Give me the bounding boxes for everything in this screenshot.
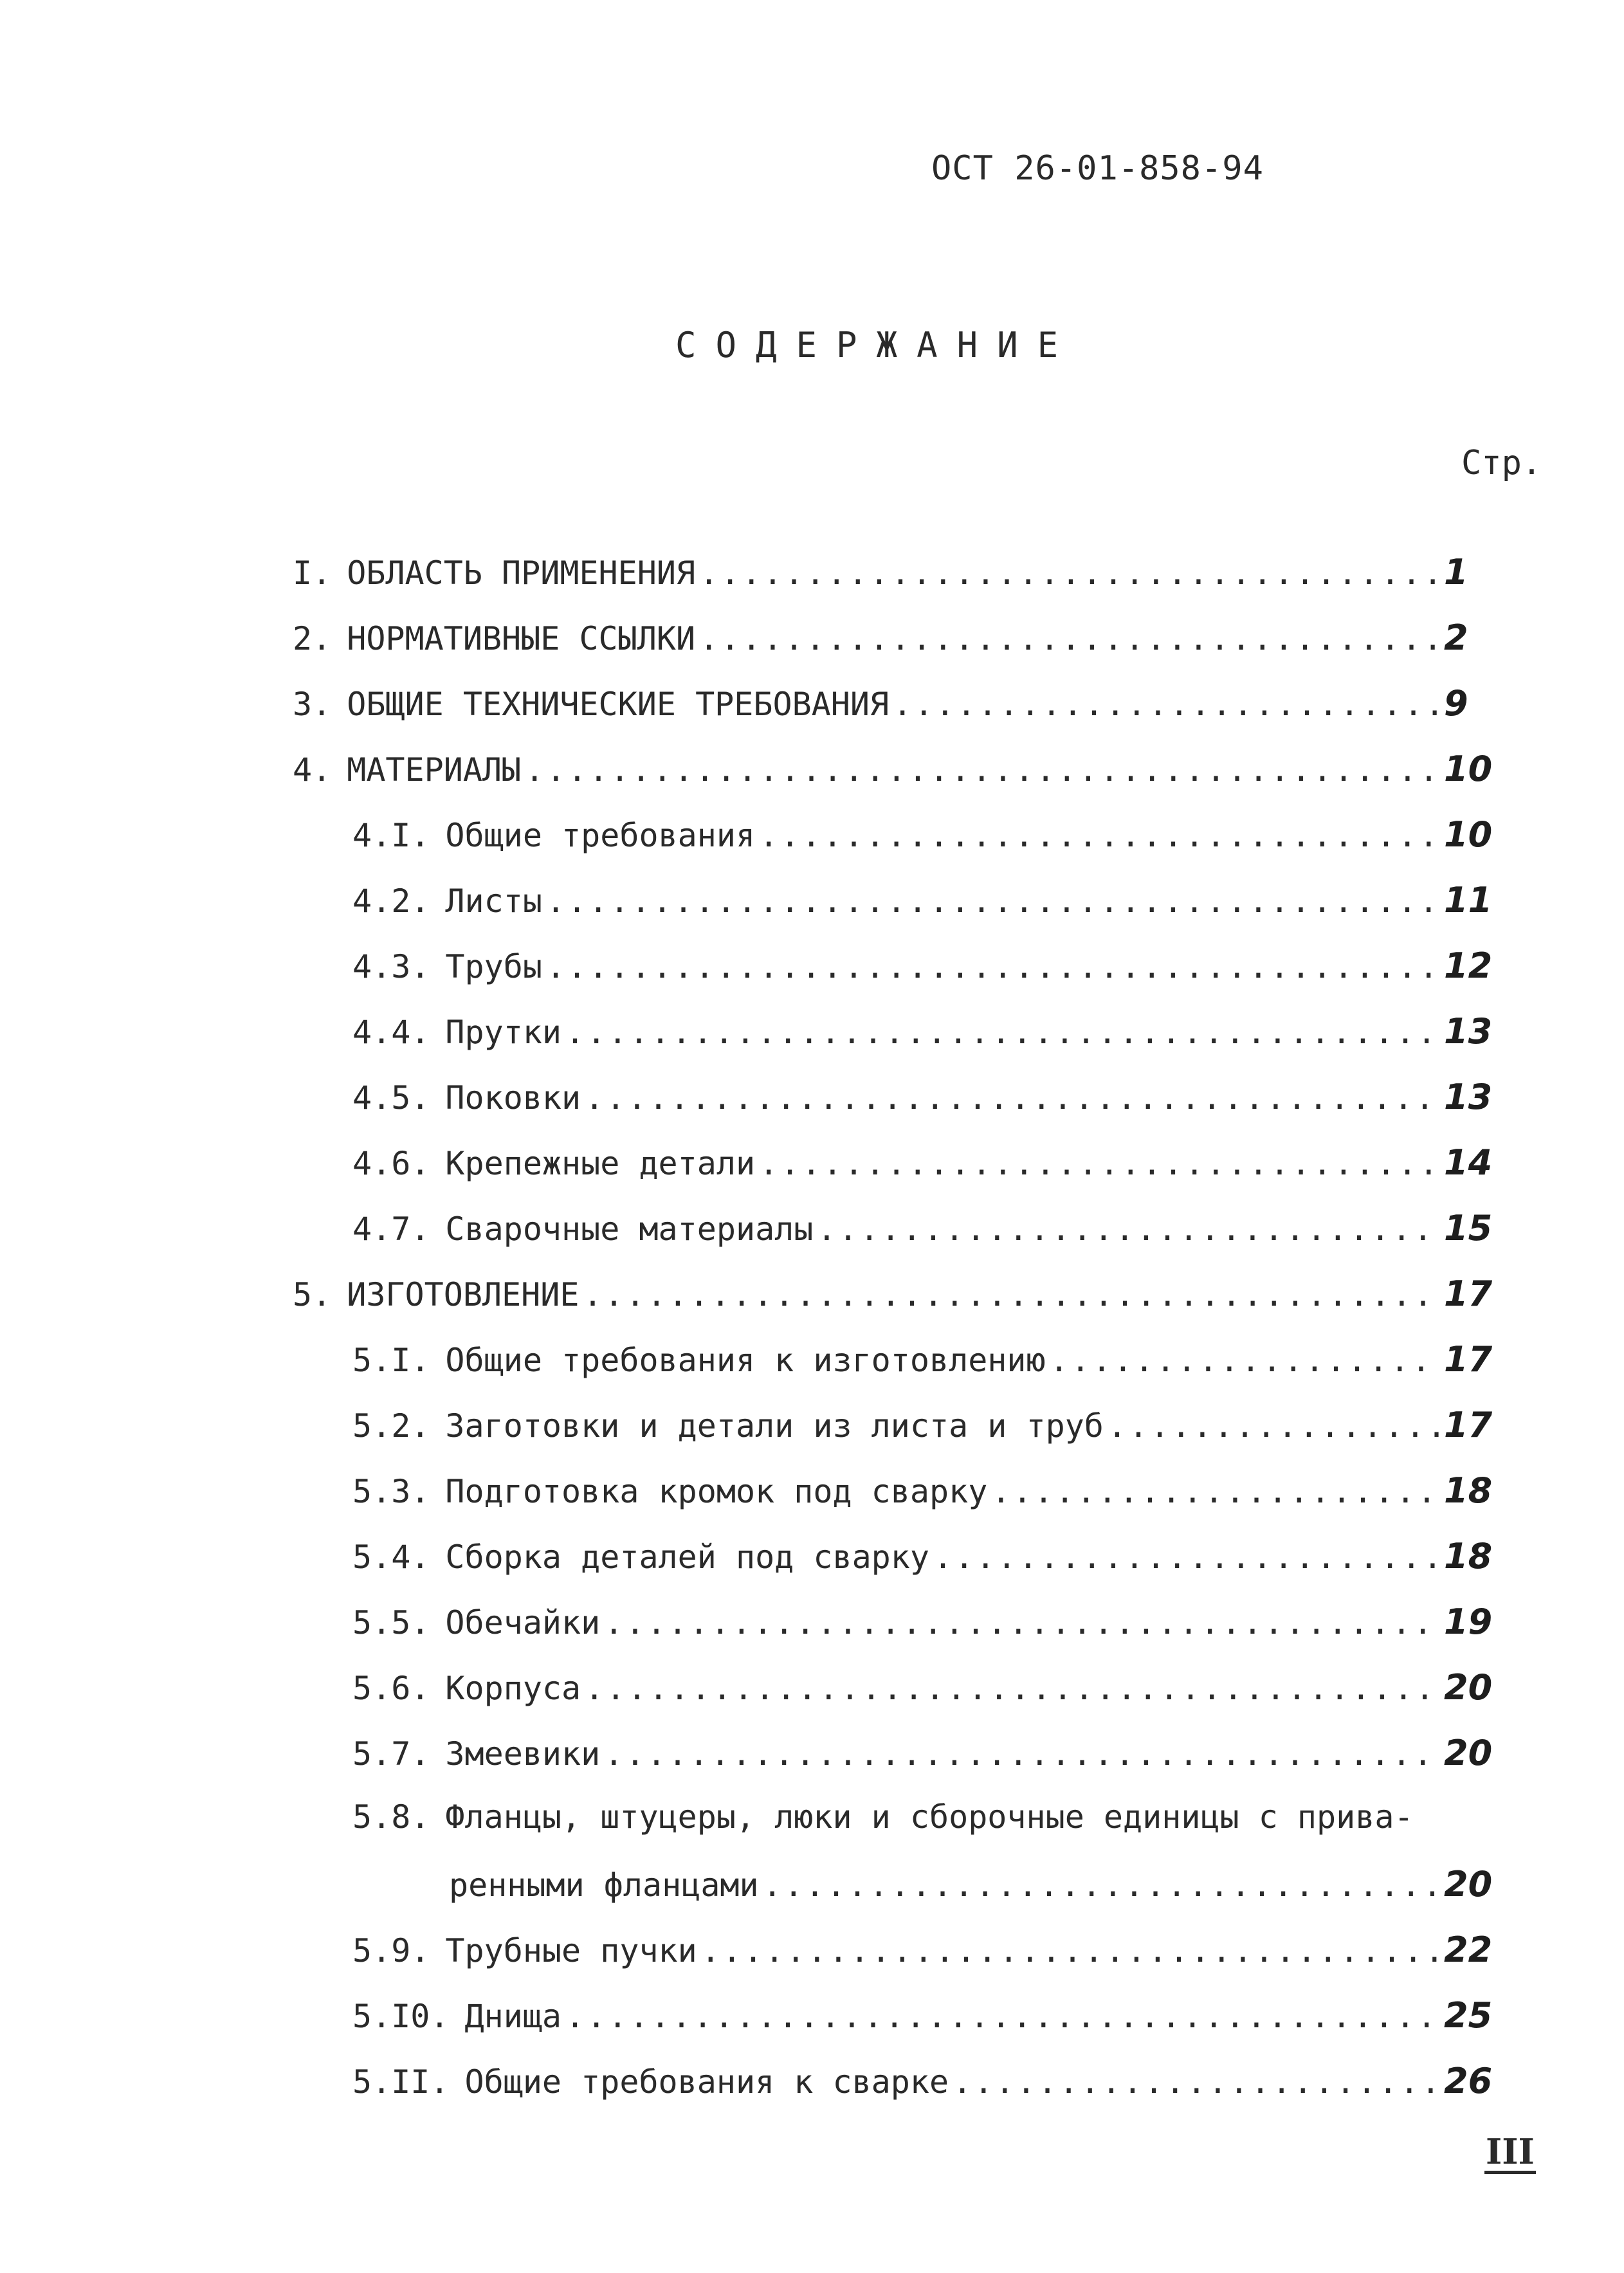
toc-entry-number: 4.6. (352, 1145, 430, 1182)
toc-entry-number: 2. (293, 620, 332, 657)
toc-entry-title: Поковки (445, 1079, 581, 1117)
toc-entry (352, 1405, 1495, 1443)
toc-entry-title: Сборка деталей под сварку (445, 1538, 929, 1576)
toc-entry (352, 1733, 1495, 1771)
toc-entry-number: 5.9. (352, 1932, 430, 1969)
toc-entry-page: 10 (1444, 814, 1493, 855)
toc-entry (352, 1142, 1495, 1181)
toc-entry-page: 13 (1444, 1077, 1493, 1117)
toc-entry-number: I. (293, 554, 332, 592)
toc-entry-page: 17 (1444, 1273, 1493, 1314)
toc-entry-number: 5.6. (352, 1670, 430, 1707)
toc-entry (352, 1208, 1495, 1246)
toc-leader-dots (525, 751, 1440, 789)
toc-leader-dots (991, 1473, 1440, 1510)
toc-entry-title: ИЗГОТОВЛЕНИЕ (347, 1276, 579, 1313)
toc-entry-number: 5.7. (352, 1735, 430, 1773)
toc-entry-title: ОБЩИЕ ТЕХНИЧЕСКИЕ ТРЕБОВАНИЯ (347, 686, 890, 723)
toc-entry-title: Крепежные детали (445, 1145, 756, 1182)
toc-entry (352, 1602, 1495, 1640)
toc-entry-title: Корпуса (445, 1670, 581, 1707)
toc-entry-page: 10 (1444, 749, 1493, 789)
toc-entry-page: 18 (1444, 1536, 1493, 1576)
toc-entry (352, 814, 1495, 853)
toc-leader-dots (546, 948, 1440, 985)
toc-entry-page: 18 (1444, 1470, 1493, 1511)
toc-entry-title: Общие требования (445, 817, 756, 854)
toc-entry-continuation (449, 1864, 1495, 1903)
toc-entry (352, 1995, 1495, 2034)
toc-entry-title: Прутки (445, 1014, 562, 1051)
toc-entry-page: 11 (1444, 880, 1493, 920)
toc-entry-number: 4.I. (352, 817, 430, 854)
toc-leader-dots (585, 1079, 1440, 1117)
toc-entry-number: 5. (293, 1276, 332, 1313)
toc-entry-page: 20 (1444, 1667, 1493, 1708)
toc-leader-dots (565, 1014, 1440, 1051)
toc-entry-title: Днища (464, 1998, 562, 2035)
toc-entry-number: 4.4. (352, 1014, 430, 1051)
toc-entry-number: 5.4. (352, 1538, 430, 1576)
toc-entry-page: 20 (1444, 1733, 1493, 1773)
toc-entry-title: Трубные пучки (445, 1932, 697, 1969)
toc-leader-dots (699, 620, 1440, 657)
toc-entry-page: 2 (1444, 617, 1468, 658)
toc-entry-title: ренными фланцами (449, 1867, 759, 1904)
toc-entry-title: Подготовка кромок под сварку (445, 1473, 988, 1510)
toc-entry (352, 1339, 1495, 1378)
toc-entry-page: 1 (1444, 552, 1468, 592)
toc-leader-dots (583, 1276, 1440, 1313)
document-code: ОСТ 26-01-858-94 (931, 149, 1264, 188)
toc-entry-title: Листы (445, 882, 542, 920)
toc-entry (352, 1667, 1495, 1706)
toc-entry (352, 1077, 1495, 1115)
toc-entry (293, 552, 1495, 590)
toc-entry-number: 5.I. (352, 1342, 430, 1379)
toc-entry (293, 683, 1495, 722)
toc-entry-title: Обечайки (445, 1604, 601, 1641)
toc-leader-dots (565, 1998, 1440, 2035)
toc-entry-number: 4. (293, 751, 332, 789)
toc-leader-dots (763, 1867, 1440, 1904)
toc-entry (352, 1930, 1495, 1968)
toc-entry-page: 15 (1444, 1208, 1493, 1248)
toc-leader-dots (1108, 1407, 1440, 1445)
toc-entry-page: 22 (1444, 1930, 1493, 1970)
toc-entry-number: 5.3. (352, 1473, 430, 1510)
page-column-label: Стр. (1461, 444, 1542, 482)
toc-entry-page: 13 (1444, 1011, 1493, 1052)
toc-entry-page: 26 (1444, 2061, 1493, 2101)
toc-leader-dots (701, 1932, 1440, 1969)
toc-entry-page: 20 (1444, 1864, 1493, 1904)
toc-entry-title: МАТЕРИАЛЫ (347, 751, 522, 789)
toc-entry-page: 25 (1444, 1995, 1493, 2036)
toc-entry (293, 1273, 1495, 1312)
toc-entry-page: 17 (1444, 1405, 1493, 1445)
toc-entry-title: Сварочные материалы (445, 1210, 814, 1248)
toc-entry-title: Трубы (445, 948, 542, 985)
toc-leader-dots (817, 1210, 1440, 1248)
toc-entry-page: 9 (1444, 683, 1468, 724)
toc-entry (352, 1536, 1495, 1575)
toc-entry-number: 5.II. (352, 2063, 450, 2101)
toc-entry (352, 1798, 1495, 1837)
toc-entry-number: 5.8. (352, 1798, 430, 1836)
toc-entry-title: Фланцы, штуцеры, люки и сборочные единицы с прива- (445, 1798, 1414, 1836)
toc-entry-page: 17 (1444, 1339, 1493, 1380)
toc-entry-page: 12 (1444, 945, 1493, 986)
toc-entry-number: 4.7. (352, 1210, 430, 1248)
toc-entry (293, 749, 1495, 787)
toc-entry-number: 5.5. (352, 1604, 430, 1641)
toc-entry-title: ОБЛАСТЬ ПРИМЕНЕНИЯ (347, 554, 696, 592)
toc-entry-number: 4.2. (352, 882, 430, 920)
toc-entry-page: 14 (1444, 1142, 1493, 1183)
toc-entry (352, 1470, 1495, 1509)
toc-entry-title: Заготовки и детали из листа и труб (445, 1407, 1104, 1445)
toc-entry (352, 2061, 1495, 2099)
toc-leader-dots (546, 882, 1440, 920)
toc-entry (352, 945, 1495, 984)
toc-leader-dots (1050, 1342, 1440, 1379)
toc-entry-title: НОРМАТИВНЫЕ ССЫЛКИ (347, 620, 696, 657)
toc-leader-dots (604, 1604, 1440, 1641)
toc-leader-dots (585, 1670, 1440, 1707)
toc-entry-number: 4.3. (352, 948, 430, 985)
toc-leader-dots (933, 1538, 1440, 1576)
page-number: III (1484, 2132, 1536, 2174)
toc-entry-number: 3. (293, 686, 332, 723)
toc-leader-dots (699, 554, 1440, 592)
toc-entry-title: Общие требования к сварке (464, 2063, 949, 2101)
toc-leader-dots (604, 1735, 1440, 1773)
toc-entry (352, 1011, 1495, 1050)
toc-entry (293, 617, 1495, 656)
toc-entry-number: 4.5. (352, 1079, 430, 1117)
toc-entry-title: Змеевики (445, 1735, 601, 1773)
page-title: СОДЕРЖАНИЕ (675, 325, 1078, 365)
toc-entry (352, 880, 1495, 918)
toc-leader-dots (759, 817, 1440, 854)
toc-leader-dots (759, 1145, 1440, 1182)
toc-leader-dots (953, 2063, 1440, 2101)
toc-entry-page: 19 (1444, 1602, 1493, 1642)
toc-leader-dots (893, 686, 1440, 723)
toc-entry-number: 5.2. (352, 1407, 430, 1445)
toc-entry-number: 5.I0. (352, 1998, 450, 2035)
toc-entry-title: Общие требования к изготовлению (445, 1342, 1046, 1379)
